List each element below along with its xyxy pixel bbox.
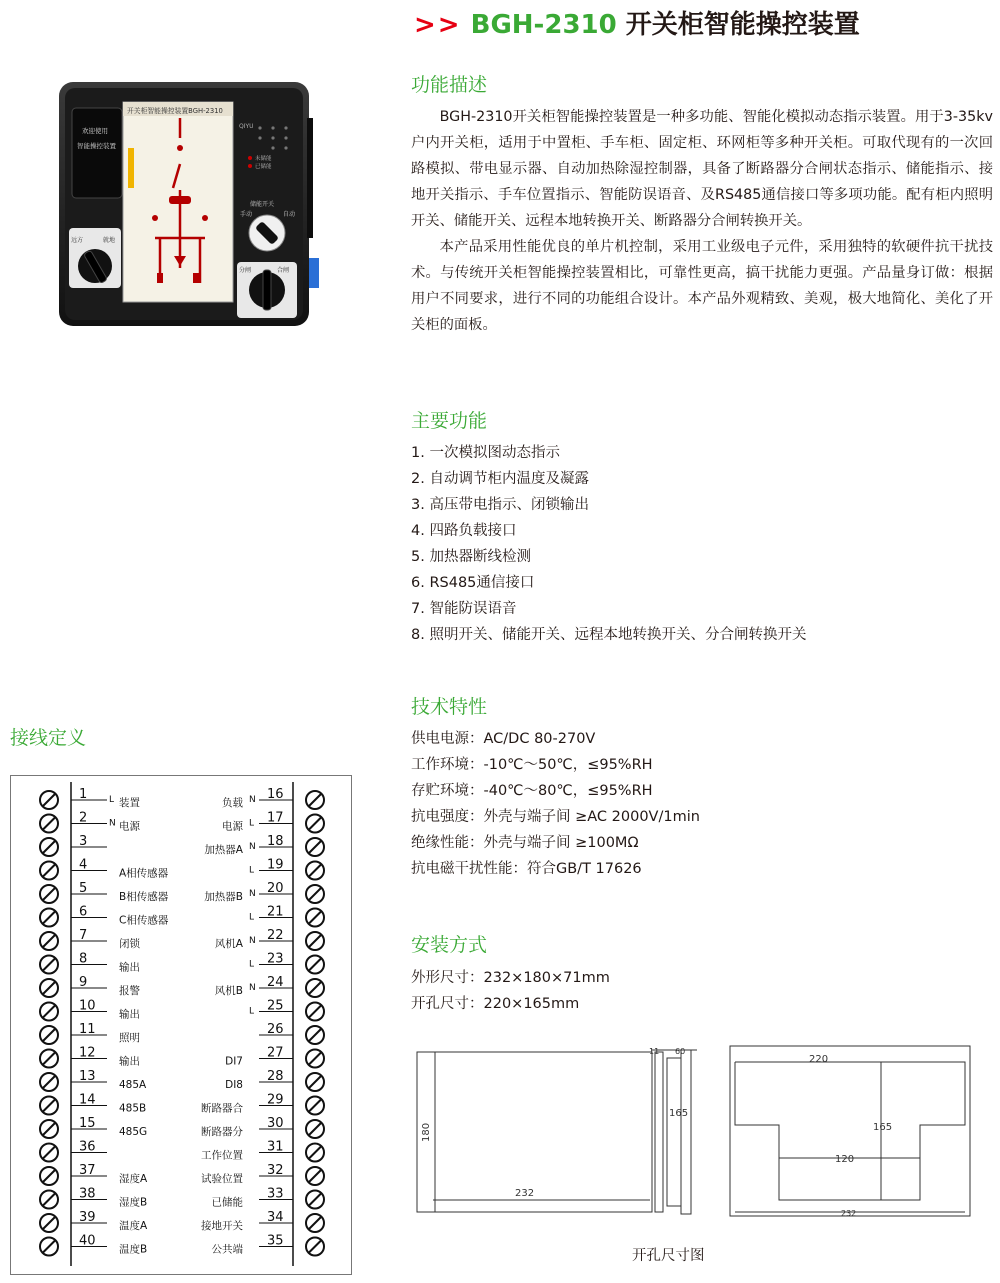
terminal-label: 输出 (119, 961, 140, 974)
terminal-label: 公共端 (211, 1243, 243, 1256)
terminal-label: 电源 (222, 820, 243, 833)
cutout-view (730, 1046, 970, 1216)
terminal-number: 33 (267, 1186, 284, 1202)
dimension-drawing (405, 1040, 985, 1220)
terminal-number: 35 (267, 1233, 284, 1249)
terminal-number: 7 (79, 928, 88, 943)
terminal-pin: L (249, 912, 255, 923)
terminal-number: 2 (79, 810, 88, 826)
terminal-pin: L (249, 959, 255, 970)
terminal-number: 8 (79, 951, 88, 967)
terminal-label: 接地开关 (201, 1220, 243, 1232)
terminal-label: 断路器分 (201, 1126, 243, 1138)
list-item: 工作环境：-10℃～50℃，≤95%RH (411, 757, 653, 773)
terminal-label: 照明 (119, 1032, 140, 1044)
terminal-number: 12 (79, 1045, 96, 1061)
terminal-label: 温度B (119, 1243, 148, 1256)
status-label-1: 未储能 (255, 156, 272, 162)
list-item: 绝缘性能：外壳与端子间 ≥100MΩ (411, 835, 639, 851)
terminal-number: 28 (267, 1069, 284, 1084)
terminal-number: 27 (267, 1045, 284, 1061)
terminal-number: 20 (267, 881, 284, 896)
mid-knob-label-2: 自动 (283, 211, 296, 218)
terminal-label: 湿度B (119, 1196, 148, 1209)
dim-side-a: 11 (649, 1047, 660, 1056)
main-functions-heading: 主要功能 (411, 410, 488, 432)
terminal-number: 17 (267, 810, 284, 826)
terminal-label: C相传感器 (119, 914, 169, 927)
installation-list (411, 965, 610, 1017)
installation-heading: 安装方式 (411, 934, 488, 956)
terminal-number: 6 (79, 904, 88, 920)
terminal-label: 装置 (119, 797, 140, 809)
terminal-pin: N (109, 818, 116, 829)
terminal-number: 9 (79, 975, 88, 990)
terminal-pin: L (249, 1006, 255, 1017)
function-desc-paragraph-2: 本产品采用性能优良的单片机控制，采用工业级电子元件，采用独特的软硬件抗干扰技术。与传统开关柜智能操控装置相比，可靠性更高，搞干扰能力更强。产品量身订做：根据用户不同要求，进行不同的功能组合设计。本产品外观精致、美观，极大地简化、美化了开关柜的面板。 (411, 239, 993, 333)
front-view (417, 1052, 652, 1212)
dim-cut-inner: 120 (835, 1154, 855, 1165)
terminal-label: A相传感器 (119, 867, 169, 880)
terminal-label: DI7 (225, 1055, 243, 1068)
device-photo (45, 78, 335, 328)
right-knob-label-1: 分闸 (239, 267, 252, 274)
main-functions-list (411, 440, 806, 648)
terminal-label: 电源 (119, 820, 140, 833)
dim-side-b: 60 (675, 1047, 686, 1056)
terminal-label: B相传感器 (119, 891, 169, 903)
list-item: 3. 高压带电指示、闭锁输出 (411, 497, 589, 513)
list-item: 供电电源：AC/DC 80-270V (411, 731, 596, 747)
terminal-label: 温度A (119, 1220, 148, 1232)
right-knob-label-2: 合闸 (277, 267, 290, 274)
terminal-number: 25 (267, 998, 284, 1014)
dim-front-width: 232 (515, 1188, 535, 1199)
terminal-label: 已储能 (211, 1196, 243, 1209)
terminal-pin: N (249, 936, 256, 946)
function-desc-paragraph-1: BGH-2310开关柜智能操控装置是一种多功能、智能化模拟动态指示装置。用于3-35kv户内开关柜，适用于中置柜、手车柜、固定柜、环网柜等多种开关柜。可取代现有的一次回路模拟、带电显示器、自动加热除湿控制器，具备了断路器分合闸状态指示、储能指示、接地开关指示、手车位置指示、智能防误语音、及RS485通信接口等多项功能。配有柜内照明开关、储能开关、远程本地转换开关、断路器分合闸转换开关。 (411, 109, 993, 229)
terminal-number: 10 (79, 998, 96, 1014)
terminal-number: 24 (267, 975, 284, 990)
terminal-pin: L (109, 795, 115, 805)
dim-front-height: 180 (421, 1122, 432, 1142)
terminal-number: 19 (267, 857, 284, 873)
terminal-label: 风机B (214, 985, 243, 997)
terminal-number: 4 (79, 857, 88, 873)
list-item: 存贮环境：-40℃～80℃，≤95%RH (411, 783, 653, 799)
terminal-label: 485B (119, 1102, 147, 1115)
list-item: 7. 智能防误语音 (411, 601, 517, 617)
terminal-number: 21 (267, 904, 284, 920)
status-label-2: 已储能 (255, 164, 272, 170)
list-item: 4. 四路负载接口 (411, 523, 517, 539)
lcd-line-2: 智能操控装置 (77, 142, 116, 150)
terminal-number: 32 (267, 1163, 284, 1178)
terminal-number: 39 (79, 1210, 96, 1225)
terminal-number: 11 (79, 1022, 96, 1037)
terminal-label: 加热器B (204, 891, 243, 903)
terminal-label: 485G (119, 1126, 148, 1138)
terminal-number: 13 (79, 1069, 96, 1084)
terminal-number: 15 (79, 1116, 96, 1131)
tech-specs-list (411, 726, 700, 882)
mid-knob-label-1: 手动 (240, 211, 253, 218)
logo: QIYU (239, 123, 254, 130)
mid-knob-caption: 储能开关 (250, 201, 275, 208)
page-title (414, 4, 860, 41)
dim-cut-width: 220 (809, 1054, 829, 1065)
terminal-pin: N (249, 842, 256, 852)
terminal-number: 18 (267, 834, 284, 849)
terminal-number: 5 (79, 881, 88, 896)
list-item: 8. 照明开关、储能开关、远程本地转换开关、分合闸转换开关 (411, 627, 807, 643)
title-name: 开关柜智能操控装置 (625, 10, 860, 40)
list-item: 2. 自动调节柜内温度及凝露 (411, 471, 589, 487)
terminal-number: 38 (79, 1186, 96, 1202)
terminal-label: 工作位置 (201, 1149, 243, 1162)
terminal-label: 风机A (214, 938, 243, 950)
left-knob-label-2: 就地 (103, 237, 116, 244)
drawing-caption: 开孔尺寸图 (632, 1248, 705, 1264)
terminal-label: 负载 (222, 797, 243, 809)
wiring-diagram (10, 775, 352, 1275)
terminal-number: 29 (267, 1092, 284, 1108)
terminal-number: 16 (267, 787, 284, 802)
list-item: 开孔尺寸：220×165mm (411, 996, 580, 1012)
terminal-label: 断路器合 (201, 1102, 243, 1115)
terminal-label: 试验位置 (201, 1173, 243, 1185)
terminal-number: 3 (79, 834, 88, 849)
dim-back-width: 232 (841, 1209, 857, 1218)
terminal-pin: L (249, 818, 255, 829)
list-item: 抗电强度：外壳与端子间 ≥AC 2000V/1min (411, 809, 700, 825)
terminal-number: 14 (79, 1092, 96, 1108)
terminal-pin: N (249, 983, 256, 993)
terminal-number: 34 (267, 1210, 284, 1225)
terminal-number: 30 (267, 1116, 284, 1131)
terminal-number: 36 (79, 1139, 96, 1155)
terminal-number: 26 (267, 1022, 284, 1037)
terminal-number: 23 (267, 951, 284, 967)
terminal-number: 1 (79, 787, 88, 802)
terminal-number: 22 (267, 928, 284, 943)
terminal-number: 40 (79, 1233, 96, 1249)
wiring-heading: 接线定义 (10, 727, 87, 749)
terminal-pin: N (249, 795, 256, 805)
list-item: 6. RS485通信接口 (411, 575, 535, 591)
terminal-label: 485A (119, 1079, 147, 1091)
terminal-number: 37 (79, 1163, 96, 1178)
left-knob-label-1: 远方 (71, 237, 84, 244)
terminal-label: 闭锁 (119, 938, 140, 950)
terminal-number: 31 (267, 1139, 284, 1155)
terminal-label: 报警 (119, 985, 140, 997)
list-item: 外形尺寸：232×180×71mm (411, 970, 610, 986)
function-desc-body (411, 104, 993, 338)
tech-specs-heading: 技术特性 (411, 696, 488, 718)
terminal-label: 输出 (119, 1008, 140, 1021)
list-item: 5. 加热器断线检测 (411, 549, 531, 565)
dim-cut-height: 165 (873, 1122, 893, 1133)
terminal-pin: N (249, 889, 256, 899)
terminal-label: 输出 (119, 1055, 140, 1068)
list-item: 1. 一次模拟图动态指示 (411, 445, 560, 461)
terminal-pin: L (249, 865, 255, 876)
title-arrows: >> (414, 10, 462, 40)
terminal-label: 湿度A (119, 1173, 148, 1185)
title-model: BGH-2310 (470, 10, 617, 40)
function-desc-heading: 功能描述 (411, 74, 488, 96)
dim-side-height: 165 (669, 1108, 689, 1119)
terminal-label: 加热器A (204, 844, 243, 856)
lcd-line-1: 欢迎使用 (82, 127, 108, 135)
screen-title: 开关柜智能操控装置BGH-2310 (127, 107, 223, 115)
terminal-label: DI8 (225, 1079, 243, 1091)
list-item: 抗电磁干扰性能：符合GB/T 17626 (411, 861, 642, 877)
